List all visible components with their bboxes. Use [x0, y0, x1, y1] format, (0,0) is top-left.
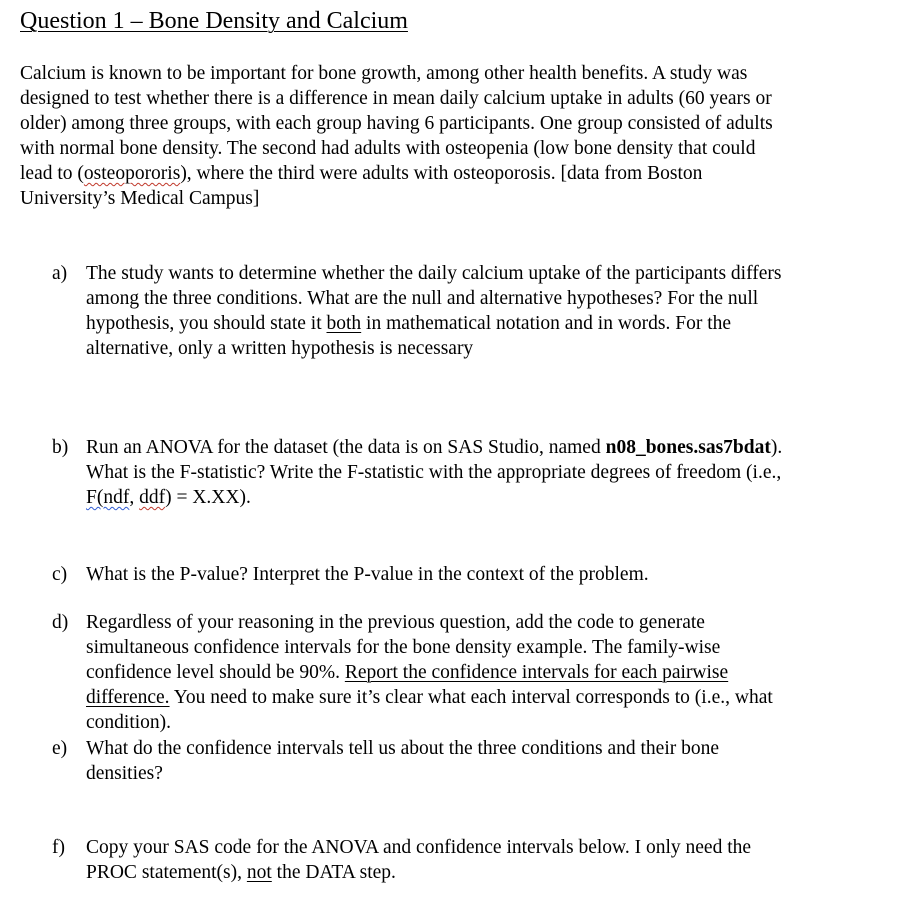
question-line: Copy your SAS code for the ANOVA and confidence intervals below. I only need the [86, 837, 752, 858]
grammar-flagged-text: F(ndf [86, 487, 130, 508]
question-text [86, 835, 896, 885]
question-line [86, 660, 896, 685]
misspelled-word: ddf [139, 487, 166, 508]
question-text [86, 610, 896, 735]
underlined-word: not [246, 862, 272, 883]
question-text-run: ) = X.XX). [165, 487, 251, 508]
question-text-run: the DATA step. [271, 862, 396, 883]
question-text [86, 261, 896, 361]
question-text-run: , [129, 487, 140, 508]
intro-line: Calcium is known to be important for bone growth, among other health benefits. A study was [20, 63, 748, 84]
question-text-run: You need to make sure it’s clear what each interval corresponds to (i.e., what [169, 687, 773, 708]
question-line [86, 485, 896, 510]
question-text-run: in mathematical notation and in words. For the [361, 313, 732, 334]
list-marker: b) [52, 437, 69, 458]
intro-line: University’s Medical Campus] [20, 188, 260, 209]
question-line: alternative, only a written hypothesis is necessary [86, 338, 474, 359]
underlined-text: Report the confidence intervals for each pairwise [344, 662, 729, 683]
question-line: What do the confidence intervals tell us about the three conditions and their bone [86, 738, 720, 759]
intro-line [20, 161, 890, 186]
intro-text: ( [77, 163, 84, 184]
underlined-text: difference. [86, 687, 170, 708]
question-text-run: Run an ANOVA for the dataset (the data is on SAS Studio, named [86, 437, 606, 458]
question-line: condition). [86, 712, 172, 733]
underlined-word: both [326, 313, 362, 334]
list-marker: e) [52, 738, 68, 759]
question-line [86, 435, 896, 460]
list-marker: d) [52, 612, 69, 633]
question-text-run: hypothesis, you should state it [86, 313, 327, 334]
intro-line: designed to test whether there is a difference in mean daily calcium uptake in adults (60 years or [20, 88, 772, 109]
intro-line: older) among three groups, with each group having 6 participants. One group consisted of adults [20, 113, 773, 134]
intro-line: with normal bone density. The second had adults with osteopenia (low bone density that could [20, 138, 756, 159]
question-text [86, 435, 896, 510]
question-text-run: confidence level should be 90%. [86, 662, 345, 683]
question-line [86, 311, 896, 336]
question-line: What is the P-value? Interpret the P-value in the context of the problem. [86, 564, 649, 585]
question-line [86, 685, 896, 710]
question-line: Regardless of your reasoning in the previous question, add the code to generate [86, 612, 705, 633]
misspelled-word: osteopororis [83, 163, 181, 184]
page-title: Question 1 – Bone Density and Calcium [20, 8, 408, 34]
question-text [86, 562, 896, 587]
question-text [86, 736, 896, 786]
question-line: simultaneous confidence intervals for the bone density example. The family-wise [86, 637, 721, 658]
list-marker: f) [52, 837, 65, 858]
intro-paragraph [20, 61, 890, 211]
question-text-run: ). [770, 437, 783, 458]
question-line: What is the F-statistic? Write the F-statistic with the appropriate degrees of freedom (i.e., [86, 462, 782, 483]
question-text-run: PROC statement(s), [86, 862, 247, 883]
intro-text: ), where the third were adults with osteoporosis. [data from Boston [180, 163, 703, 184]
dataset-name: n08_bones.sas7bdat [605, 437, 771, 458]
list-marker: a) [52, 263, 68, 284]
question-line: among the three conditions. What are the null and alternative hypotheses? For the null [86, 288, 759, 309]
list-marker: c) [52, 564, 68, 585]
question-line: The study wants to determine whether the daily calcium uptake of the participants differs [86, 263, 782, 284]
intro-text: lead to [20, 163, 78, 184]
question-line: densities? [86, 763, 163, 784]
question-line [86, 860, 896, 885]
